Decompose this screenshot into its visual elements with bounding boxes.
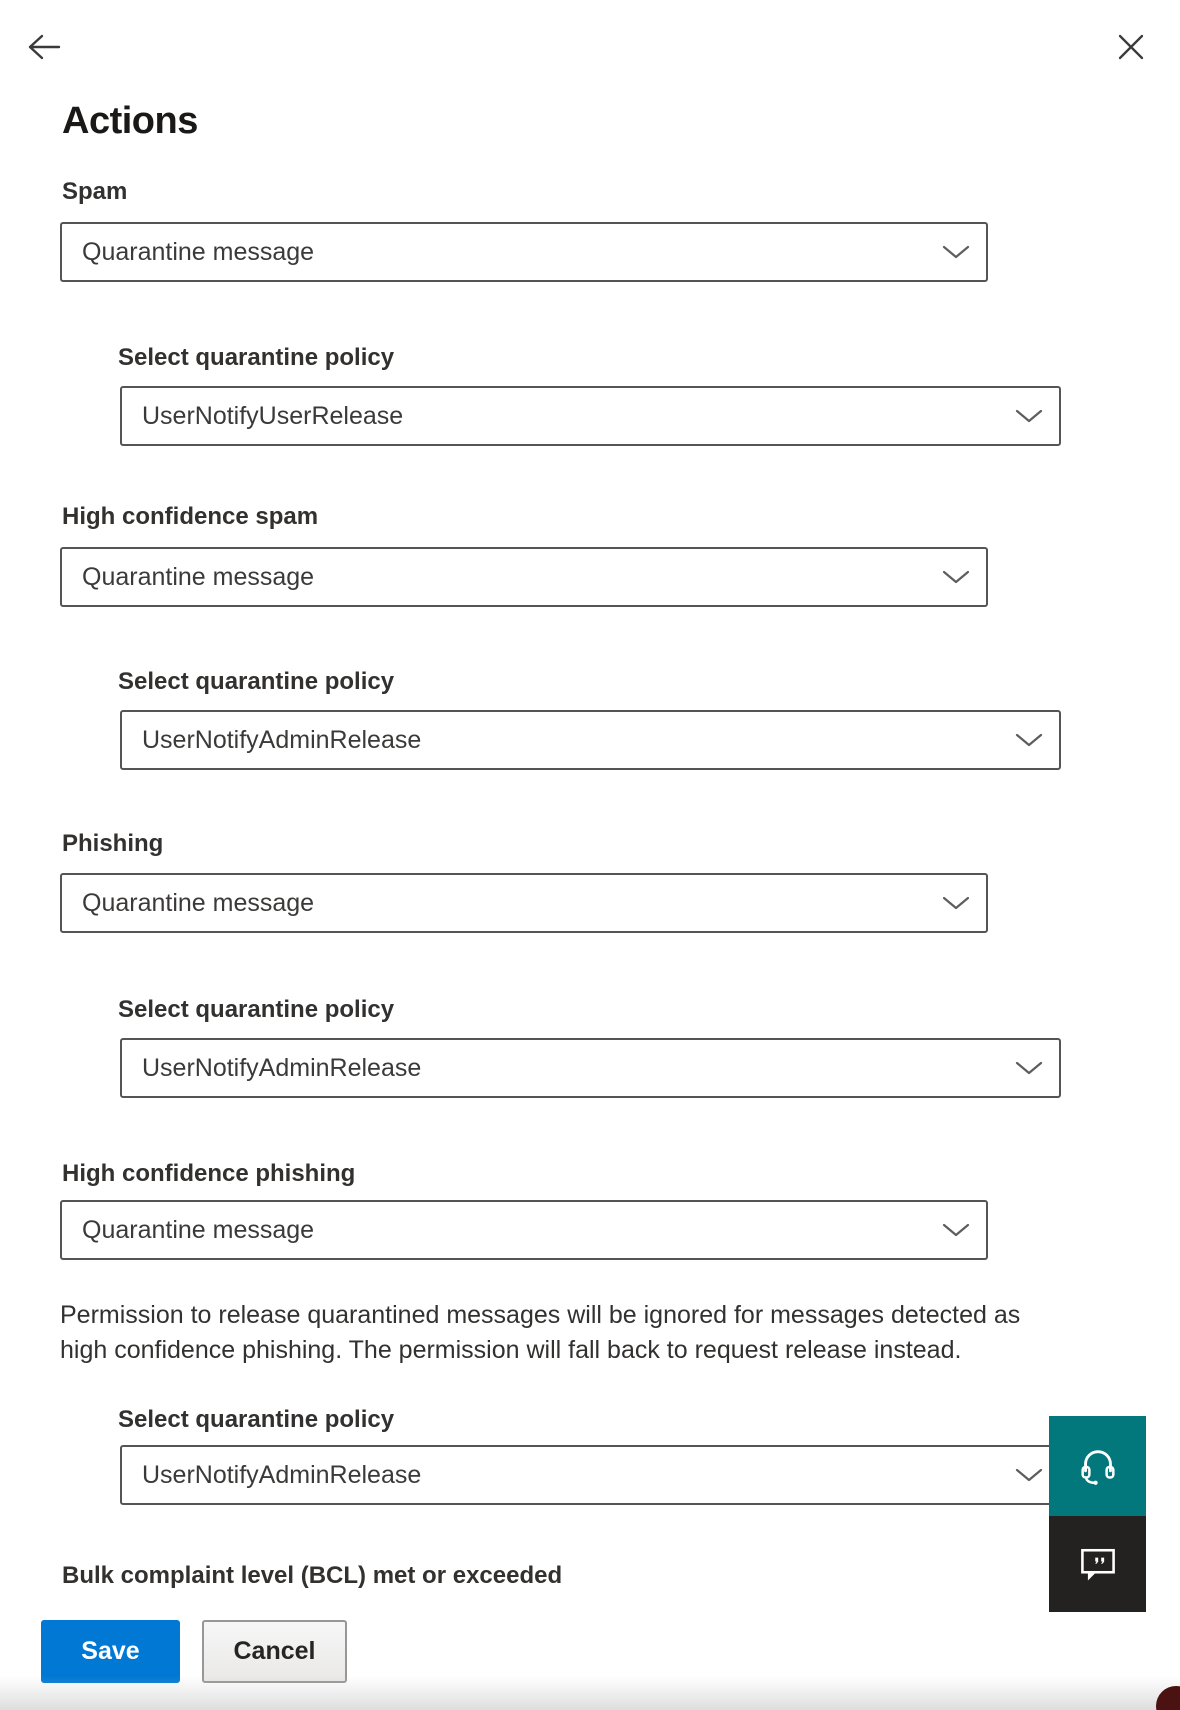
high-confidence-spam-quarantine-policy-label: Select quarantine policy: [118, 668, 395, 695]
bulk-complaint-section-label: Bulk complaint level (BCL) met or exceeded: [62, 1562, 563, 1589]
chevron-down-icon: [942, 569, 970, 585]
chevron-down-icon: [1015, 1467, 1043, 1483]
phishing-section-label: Phishing: [62, 830, 164, 857]
chevron-down-icon: [1015, 408, 1043, 424]
page-title: Actions: [62, 100, 198, 142]
chevron-down-icon: [1015, 732, 1043, 748]
dropdown-value: Quarantine message: [82, 237, 315, 266]
high-confidence-phishing-quarantine-policy-dropdown[interactable]: [120, 1445, 1061, 1505]
dropdown-value: Quarantine message: [82, 888, 315, 917]
dropdown-value: Quarantine message: [82, 562, 315, 591]
arrow-left-icon: [26, 31, 62, 63]
dropdown-value: UserNotifyAdminRelease: [142, 1460, 422, 1489]
help-widget: [1049, 1416, 1146, 1612]
close-icon: [1117, 33, 1145, 61]
high-confidence-phishing-note: Permission to release quarantined messages will be ignored for messages detected as high confidence phishing. The permission will fall back to request release instead.: [60, 1301, 1021, 1364]
headset-icon: [1075, 1443, 1121, 1489]
footer-bar: [0, 1590, 1180, 1710]
high-confidence-phishing-action-dropdown[interactable]: [60, 1200, 988, 1260]
high-confidence-spam-section-label: High confidence spam: [62, 503, 319, 530]
high-confidence-phishing-quarantine-policy-label: Select quarantine policy: [118, 1406, 395, 1433]
chevron-down-icon: [942, 895, 970, 911]
dropdown-value: UserNotifyAdminRelease: [142, 725, 422, 754]
high-confidence-phishing-section-label: High confidence phishing: [62, 1160, 356, 1187]
help-button[interactable]: [1049, 1416, 1146, 1516]
phishing-action-dropdown[interactable]: [60, 873, 988, 933]
spam-section-label: Spam: [62, 178, 128, 205]
dropdown-value: Quarantine message: [82, 1215, 315, 1244]
dropdown-value: UserNotifyUserRelease: [142, 401, 404, 430]
feedback-button[interactable]: [1049, 1516, 1146, 1612]
spam-action-dropdown[interactable]: [60, 222, 988, 282]
phishing-quarantine-policy-dropdown[interactable]: [120, 1038, 1061, 1098]
close-button[interactable]: [1116, 33, 1146, 61]
high-confidence-spam-action-dropdown[interactable]: [60, 547, 988, 607]
chevron-down-icon: [942, 244, 970, 260]
save-button[interactable]: Save: [41, 1620, 180, 1683]
spam-quarantine-policy-label: Select quarantine policy: [118, 344, 395, 371]
phishing-quarantine-policy-label: Select quarantine policy: [118, 996, 395, 1023]
high-confidence-spam-quarantine-policy-dropdown[interactable]: [120, 710, 1061, 770]
chevron-down-icon: [1015, 1060, 1043, 1076]
chevron-down-icon: [942, 1222, 970, 1238]
back-button[interactable]: [26, 31, 62, 63]
dropdown-value: UserNotifyAdminRelease: [142, 1053, 422, 1082]
chat-icon: [1076, 1542, 1120, 1586]
cancel-button[interactable]: Cancel: [202, 1620, 347, 1683]
spam-quarantine-policy-dropdown[interactable]: [120, 386, 1061, 446]
